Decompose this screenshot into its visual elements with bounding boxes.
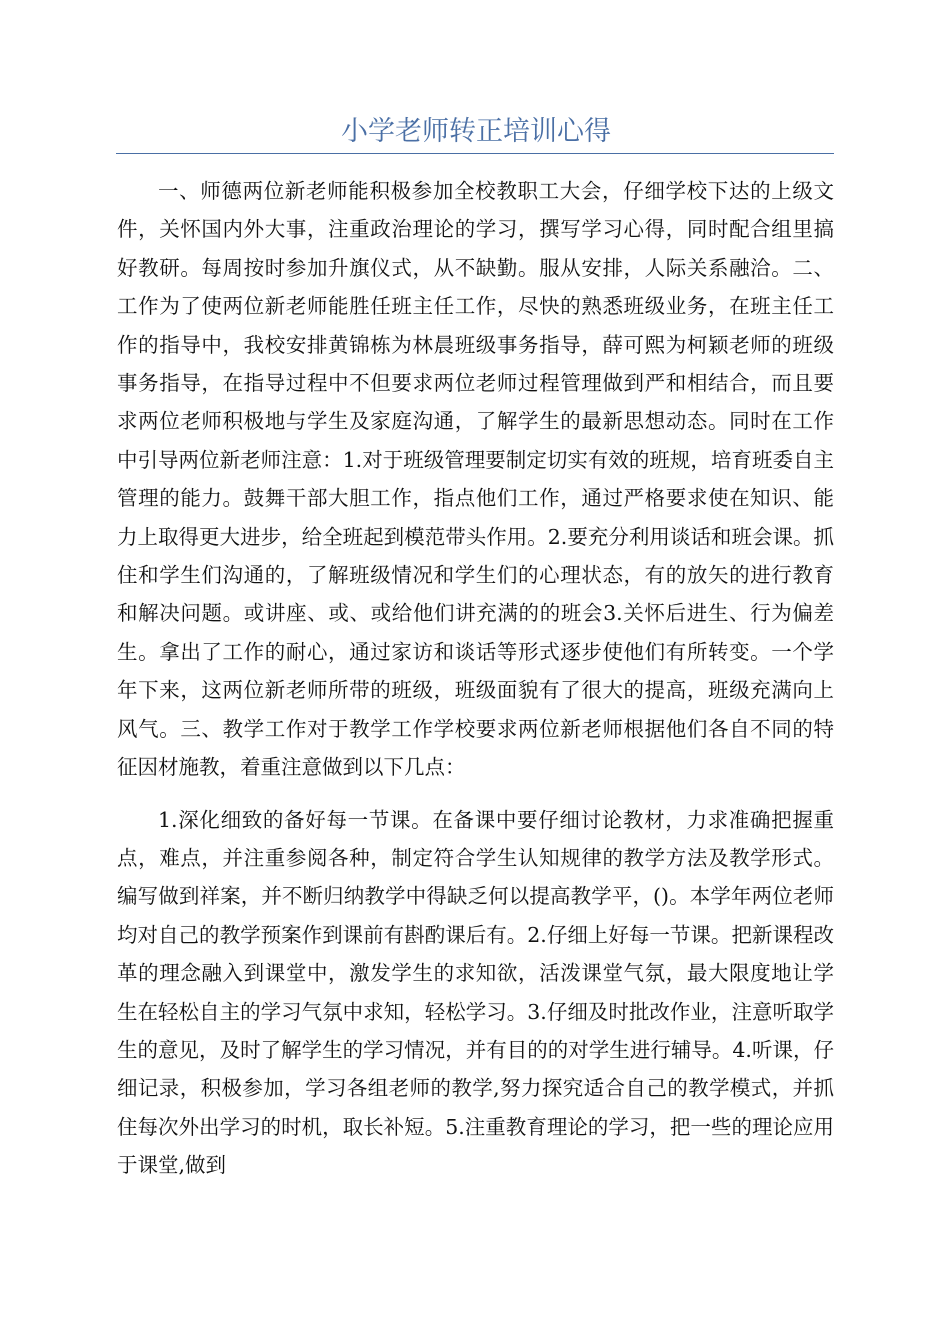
document-title: 小学老师转正培训心得 — [341, 116, 611, 147]
body-paragraph-2: 1.深化细致的备好每一节课。在备课中要仔细讨论教材，力求准确把握重点，难点，并注重参阅各种，制定符合学生认知规律的教学方法及教学形式。编写做到祥案，并不断归纳教学中得缺乏何以提高教学平，()。本学年两位老师均对自己的教学预案作到课前有斟酌课后有。2.仔细上好每一节课。把新课程改革的理念融入到课堂中，激发学生的求知欲，活泼课堂气氛，最大限度地让学生在轻松自主的学习气氛中求知，轻松学习。3.仔细及时批改作业，注意听取学生的意见，及时了解学生的学习情况，并有目的的对学生进行辅导。4.听课，仔细记录，积极参加，学习各组老师的教学,努力探究适合自己的教学模式，并抓住每次外出学习的时机，取长补短。5.注重教育理论的学习，把一些的理论应用于课堂,做到 — [117, 807, 834, 1178]
body-paragraph-1: 一、师德两位新老师能积极参加全校教职工大会，仔细学校下达的上级文件，关怀国内外大事，注重政治理论的学习，撰写学习心得，同时配合组里搞好教研。每周按时参加升旗仪式，从不缺勤。服从安排，人际关系融洽。二、工作为了使两位新老师能胜任班主任工作，尽快的熟悉班级业务，在班主任工作的指导中，我校安排黄锦栋为林晨班级事务指导，薛可熙为柯颖老师的班级事务指导，在指导过程中不但要求两位老师过程管理做到严和相结合，而且要求两位老师积极地与学生及家庭沟通，了解学生的最新思想动态。同时在工作中引导两位新老师注意：1.对于班级管理要制定切实有效的班规，培育班委自主管理的能力。鼓舞干部大胆工作，指点他们工作，通过严格要求使在知识、能力上取得更大进步，给全班起到模范带头作用。2.要充分利用谈话和班会课。抓住和学生们沟通的，了解班级情况和学生们的心理状态，有的放矢的进行教育和解决问题。或讲座、或、或给他们讲充满的的班会3.关怀后进生、行为偏差生。拿出了工作的耐心，通过家访和谈话等形式逐步使他们有所转变。一个学年下来，这两位新老师所带的班级，班级面貌有了很大的提高，班级充满向上风气。三、教学工作对于教学工作学校要求两位新老师根据他们各自不同的特征因材施教，着重注意做到以下几点： — [117, 179, 834, 780]
document-body — [117, 172, 834, 1185]
title-underline — [116, 153, 834, 154]
